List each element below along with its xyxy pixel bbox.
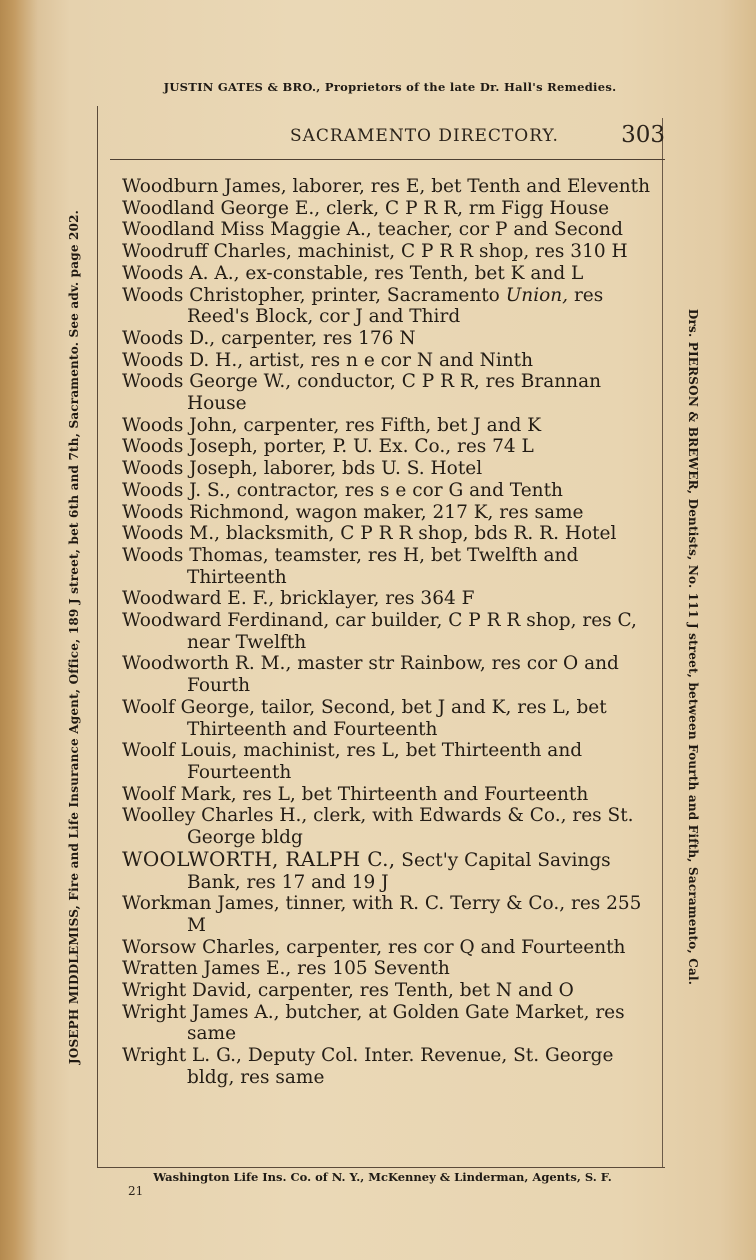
entry-name: Woods Thomas, <box>122 544 269 566</box>
entry-name: Woodland Miss Maggie A., <box>122 219 372 241</box>
entry-details: Deputy Col. Inter. Revenue, St. George bldg, res same <box>187 1045 614 1088</box>
bottom-frame-rule <box>97 1167 665 1168</box>
directory-entry <box>122 784 650 806</box>
signature-mark: 21 <box>128 1184 144 1198</box>
entry-details: artist, res n e cor N and Ninth <box>243 349 534 371</box>
directory-entry <box>122 846 650 893</box>
directory-entry <box>122 545 650 588</box>
entry-details: machinist, C P R R shop, res 310 H <box>291 241 628 263</box>
entry-name: Woods Joseph, <box>122 436 258 458</box>
directory-entry <box>122 523 650 545</box>
entry-name: Workman James, <box>122 893 280 915</box>
right-frame-rule <box>662 118 663 1168</box>
directory-entry <box>122 1045 650 1088</box>
entry-name: Woodburn James, <box>122 176 287 197</box>
directory-entry <box>122 893 650 936</box>
page-number: 303 <box>621 122 665 148</box>
entry-name: Wright David, <box>122 980 252 1002</box>
entry-details: conductor, C P R R, res Brannan House <box>187 371 602 415</box>
entry-details: porter, P. U. Ex. Co., res 74 L <box>257 436 534 458</box>
directory-entry <box>122 697 650 740</box>
entry-details: butcher, at Golden Gate Market, res same <box>187 1001 625 1045</box>
entry-name: Woods Joseph, <box>122 458 258 480</box>
directory-entry <box>122 219 650 241</box>
entry-details: laborer, bds U. S. Hotel <box>257 458 483 480</box>
entry-details: tailor, Second, bet J and K, res L, bet Thirteenth and Fourteenth <box>187 696 607 740</box>
directory-entry <box>122 588 650 610</box>
entry-details: laborer, res E, bet Tenth and Eleventh <box>286 176 650 197</box>
directory-entry <box>122 263 650 285</box>
entry-name: Woodward E. F., <box>122 588 275 610</box>
directory-entry <box>122 610 650 653</box>
entry-details: res 105 Seventh <box>291 958 450 980</box>
entry-details: carpenter, res Tenth, bet N and O <box>251 980 574 1002</box>
entry-details: carpenter, res 176 N <box>215 327 416 349</box>
entry-details: Sect'y Capital Savings Bank, res 17 and 19 J <box>187 849 611 893</box>
entry-name: Woods Richmond, <box>122 501 290 523</box>
directory-entry <box>122 805 650 848</box>
directory-entry <box>122 241 650 263</box>
left-margin-advertisement: JOSEPH MIDDLEMISS, Fire and Life Insurance Agent, Office, 189 J street, bet 6th and 7th, Sacramento. See adv. page 202. <box>67 209 81 1065</box>
entry-name: Woodland George E., <box>122 197 321 219</box>
bottom-advertisement-banner: Washington Life Ins. Co. of N. Y., McKenney & Linderman, Agents, S. F. <box>153 1170 612 1184</box>
directory-entry <box>122 958 650 980</box>
directory-entry <box>122 980 650 1002</box>
entry-details: machinist, res L, bet Thirteenth and Fourteenth <box>187 740 583 783</box>
entry-details: contractor, res s e cor G and Tenth <box>230 479 563 501</box>
entry-name: Woodward Ferdinand, <box>122 610 330 632</box>
entry-details: carpenter, res Fifth, bet J and K <box>237 414 542 436</box>
entry-name: Woods John, <box>122 414 238 436</box>
directory-entry <box>122 653 650 696</box>
directory-entries <box>122 176 650 1089</box>
entry-name: Woolley Charles H., <box>122 805 308 827</box>
entry-details: carpenter, res cor Q and Fourteenth <box>280 936 626 958</box>
entry-name: Woods M., <box>122 523 220 545</box>
entry-name: Woodruff Charles, <box>122 241 292 263</box>
entry-name: Woods D., <box>122 327 216 349</box>
entry-details: bricklayer, res 364 F <box>274 588 475 610</box>
entry-name: Woolf George, <box>122 696 256 718</box>
entry-name: Wright L. G., <box>122 1045 242 1067</box>
entry-name: Woolf Mark, <box>122 783 237 805</box>
header-rule <box>110 159 665 160</box>
entry-details: tinner, with R. C. Terry & Co., res 255 M <box>187 893 642 936</box>
directory-entry <box>122 502 650 524</box>
entry-details: printer, Sacramento <box>305 284 506 306</box>
running-title: SACRAMENTO DIRECTORY. <box>290 126 559 146</box>
entry-name: Woods George W., <box>122 371 292 393</box>
left-frame-rule <box>97 106 98 1168</box>
page-header <box>110 118 665 154</box>
entry-name: Woods A. A., <box>122 262 240 284</box>
directory-entry <box>122 480 650 502</box>
top-advertisement-banner: JUSTIN GATES & BRO., Proprietors of the late Dr. Hall's Remedies. <box>163 80 617 94</box>
entry-details: ex-constable, res Tenth, bet K and L <box>239 262 584 284</box>
entry-name: Woods D. H., <box>122 349 244 371</box>
entry-details-continued: res Reed's Block, cor J and Third <box>187 284 604 328</box>
directory-entry <box>122 937 650 959</box>
entry-details: master str Rainbow, res cor O and Fourth <box>187 653 619 697</box>
directory-entry <box>122 1002 650 1045</box>
entry-name: Woods Christopher, <box>122 284 306 306</box>
entry-details: teamster, res H, bet Twelfth and Thirteenth <box>187 544 579 588</box>
entry-details: res L, bet Thirteenth and Fourteenth <box>236 783 589 805</box>
entry-name: Wright James A., <box>122 1001 280 1023</box>
entry-name: Woods J. S., <box>122 479 231 501</box>
entry-name: WOOLWORTH, RALPH C., <box>122 846 396 871</box>
entry-details: car builder, C P R R shop, res C, near Twelfth <box>187 610 637 653</box>
right-margin-advertisement: Drs. PIERSON & BREWER, Dentists, No. 111 J street, between Fourth and Fifth, Sacramento, Cal. <box>686 308 700 986</box>
directory-entry <box>122 740 650 783</box>
directory-entry <box>122 415 650 437</box>
directory-entry <box>122 176 650 198</box>
directory-entry <box>122 371 650 414</box>
entry-details: blacksmith, C P R R shop, bds R. R. Hotel <box>219 523 617 545</box>
entry-name: Wratten James E., <box>122 958 292 980</box>
directory-entry <box>122 436 650 458</box>
entry-name: Woolf Louis, <box>122 740 238 762</box>
entry-details: clerk, C P R R, rm Figg House <box>320 197 610 219</box>
directory-entry <box>122 328 650 350</box>
directory-entry <box>122 285 650 328</box>
directory-entry <box>122 350 650 372</box>
entry-name: Woodworth R. M., <box>122 653 292 675</box>
entry-name: Worsow Charles, <box>122 936 281 958</box>
entry-details: teacher, cor P and Second <box>371 219 623 241</box>
directory-entry <box>122 458 650 480</box>
directory-entry <box>122 198 650 220</box>
entry-italic-text: Union, <box>505 284 569 306</box>
entry-details: wagon maker, 217 K, res same <box>289 501 584 523</box>
entry-details: clerk, with Edwards & Co., res St. George bldg <box>187 805 634 849</box>
